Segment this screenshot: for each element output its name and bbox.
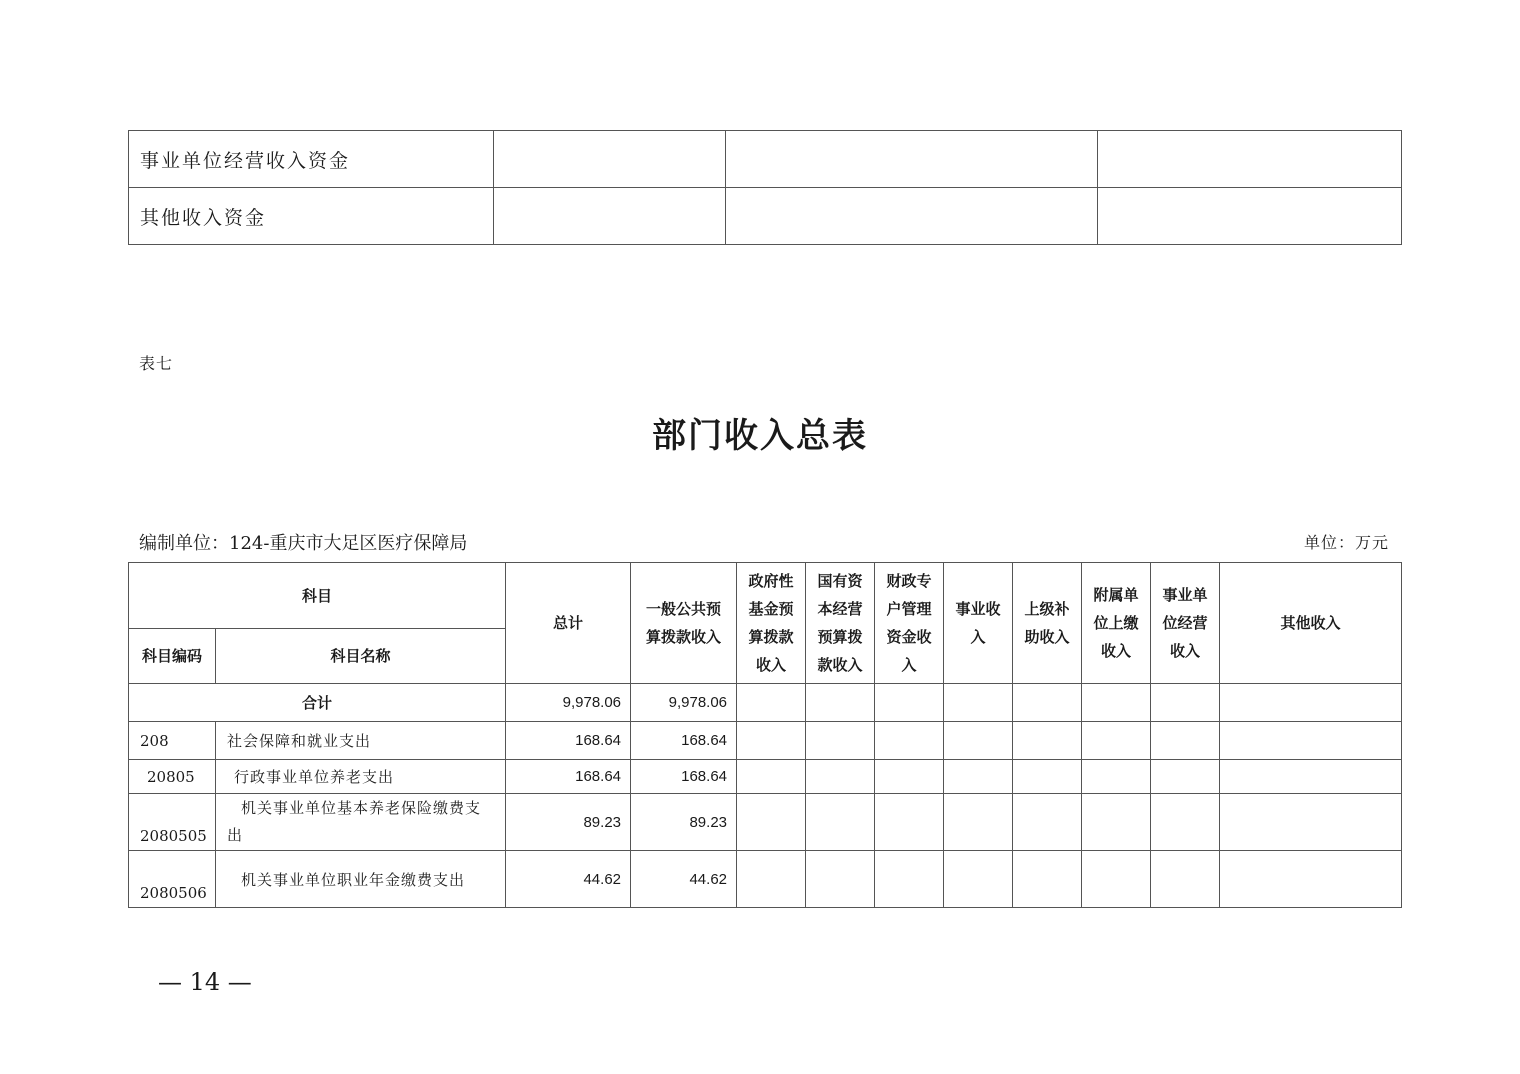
header-subject-code: 科目编码 <box>129 629 216 684</box>
general-budget-value: 168.64 <box>631 722 737 760</box>
empty-cell <box>494 188 726 245</box>
general-budget-value: 168.64 <box>631 760 737 794</box>
table-row <box>129 760 1402 794</box>
empty-cell <box>875 722 944 760</box>
table-row <box>129 794 1402 851</box>
header-line: 收入 <box>756 656 787 674</box>
empty-cell <box>1082 722 1151 760</box>
header-line: 资金收 <box>886 628 932 646</box>
header-gov-fund <box>737 563 806 684</box>
subject-name: 社会保障和就业支出 <box>216 722 506 760</box>
header-subject-name: 科目名称 <box>216 629 506 684</box>
table-number: 表七 <box>139 354 174 373</box>
empty-cell <box>1151 684 1220 722</box>
empty-cell <box>1082 851 1151 908</box>
empty-cell <box>1013 760 1082 794</box>
header-fiscal-special <box>875 563 944 684</box>
table-row <box>129 131 1402 188</box>
header-line: 入 <box>901 656 917 674</box>
empty-cell <box>806 794 875 851</box>
empty-cell <box>875 851 944 908</box>
header-line: 收入 <box>1170 642 1201 660</box>
empty-cell <box>1220 722 1402 760</box>
header-line: 政府性 <box>748 572 794 590</box>
empty-cell <box>944 684 1013 722</box>
empty-cell <box>737 851 806 908</box>
empty-cell <box>1082 684 1151 722</box>
subject-name <box>216 794 506 851</box>
empty-cell <box>875 760 944 794</box>
general-budget-value: 44.62 <box>631 851 737 908</box>
empty-cell <box>1098 188 1402 245</box>
table-row <box>129 722 1402 760</box>
total-label: 合计 <box>129 684 506 722</box>
empty-cell <box>1013 851 1082 908</box>
header-line: 位经营 <box>1162 614 1208 632</box>
header-line: 附属单 <box>1093 586 1139 604</box>
empty-cell <box>944 851 1013 908</box>
total-value: 89.23 <box>506 794 631 851</box>
report-title: 部门收入总表 <box>652 416 868 456</box>
empty-cell <box>737 760 806 794</box>
header-affiliated-turnover <box>1082 563 1151 684</box>
general-budget-value: 9,978.06 <box>631 684 737 722</box>
empty-cell <box>875 684 944 722</box>
empty-cell <box>1220 760 1402 794</box>
empty-cell <box>1082 794 1151 851</box>
subject-name-line: 机关事业单位基本养老保险缴费支 <box>241 799 482 817</box>
empty-cell <box>806 684 875 722</box>
empty-cell <box>1220 851 1402 908</box>
subject-name-line: 出 <box>227 826 244 844</box>
total-value: 9,978.06 <box>506 684 631 722</box>
empty-cell <box>1220 684 1402 722</box>
income-summary-table <box>128 562 1402 908</box>
header-other-income: 其他收入 <box>1220 563 1402 684</box>
header-line: 上级补 <box>1024 600 1070 618</box>
empty-cell <box>1151 722 1220 760</box>
empty-cell <box>944 760 1013 794</box>
header-line: 国有资 <box>817 572 863 590</box>
empty-cell <box>806 722 875 760</box>
header-business-operating <box>1151 563 1220 684</box>
subject-name: 行政事业单位养老支出 <box>216 760 506 794</box>
empty-cell <box>806 851 875 908</box>
header-general-budget <box>631 563 737 684</box>
empty-cell <box>737 722 806 760</box>
total-row <box>129 684 1402 722</box>
empty-cell <box>737 794 806 851</box>
header-line: 位上缴 <box>1093 614 1139 632</box>
header-line: 一般公共预 <box>646 600 722 618</box>
header-line: 收入 <box>1101 642 1132 660</box>
subject-code: 2080505 <box>129 794 216 851</box>
empty-cell <box>875 794 944 851</box>
empty-cell <box>494 131 726 188</box>
total-value: 44.62 <box>506 851 631 908</box>
header-row <box>129 563 1402 629</box>
empty-cell <box>1013 684 1082 722</box>
header-line: 事业收 <box>955 600 1001 618</box>
header-line: 算拨款收入 <box>646 628 722 646</box>
row-label: 其他收入资金 <box>129 188 494 245</box>
empty-cell <box>944 794 1013 851</box>
header-subject: 科目 <box>129 563 506 629</box>
empty-cell <box>726 131 1098 188</box>
header-state-capital <box>806 563 875 684</box>
empty-cell <box>1098 131 1402 188</box>
row-label: 事业单位经营收入资金 <box>129 131 494 188</box>
header-business-income <box>944 563 1013 684</box>
empty-cell <box>1220 794 1402 851</box>
header-line: 入 <box>970 628 986 646</box>
header-superior-subsidy <box>1013 563 1082 684</box>
unit-label: 单位：万元 <box>1303 533 1389 552</box>
table-row <box>129 188 1402 245</box>
empty-cell <box>1151 760 1220 794</box>
table-row <box>129 851 1402 908</box>
total-value: 168.64 <box>506 722 631 760</box>
header-line: 本经营 <box>817 600 863 618</box>
empty-cell <box>1013 722 1082 760</box>
header-line: 基金预 <box>748 600 794 618</box>
page-number: — 14 — <box>158 968 252 996</box>
header-line: 预算拨 <box>817 628 863 646</box>
empty-cell <box>944 722 1013 760</box>
empty-cell <box>726 188 1098 245</box>
subject-code: 208 <box>129 722 216 760</box>
header-line: 事业单 <box>1162 586 1208 604</box>
empty-cell <box>737 684 806 722</box>
header-line: 款收入 <box>817 656 863 674</box>
subject-code: 20805 <box>129 760 216 794</box>
empty-cell <box>806 760 875 794</box>
top-funding-table <box>128 130 1402 245</box>
total-value: 168.64 <box>506 760 631 794</box>
subject-name: 机关事业单位职业年金缴费支出 <box>216 851 506 908</box>
prepared-by-unit: 编制单位：124-重庆市大足区医疗保障局 <box>139 533 468 554</box>
empty-cell <box>1151 794 1220 851</box>
empty-cell <box>1013 794 1082 851</box>
header-line: 户管理 <box>886 600 932 618</box>
header-line: 助收入 <box>1024 628 1070 646</box>
header-total: 总计 <box>506 563 631 684</box>
general-budget-value: 89.23 <box>631 794 737 851</box>
empty-cell <box>1151 851 1220 908</box>
subject-code: 2080506 <box>129 851 216 908</box>
header-line: 财政专 <box>886 572 932 590</box>
empty-cell <box>1082 760 1151 794</box>
header-line: 算拨款 <box>748 628 794 646</box>
